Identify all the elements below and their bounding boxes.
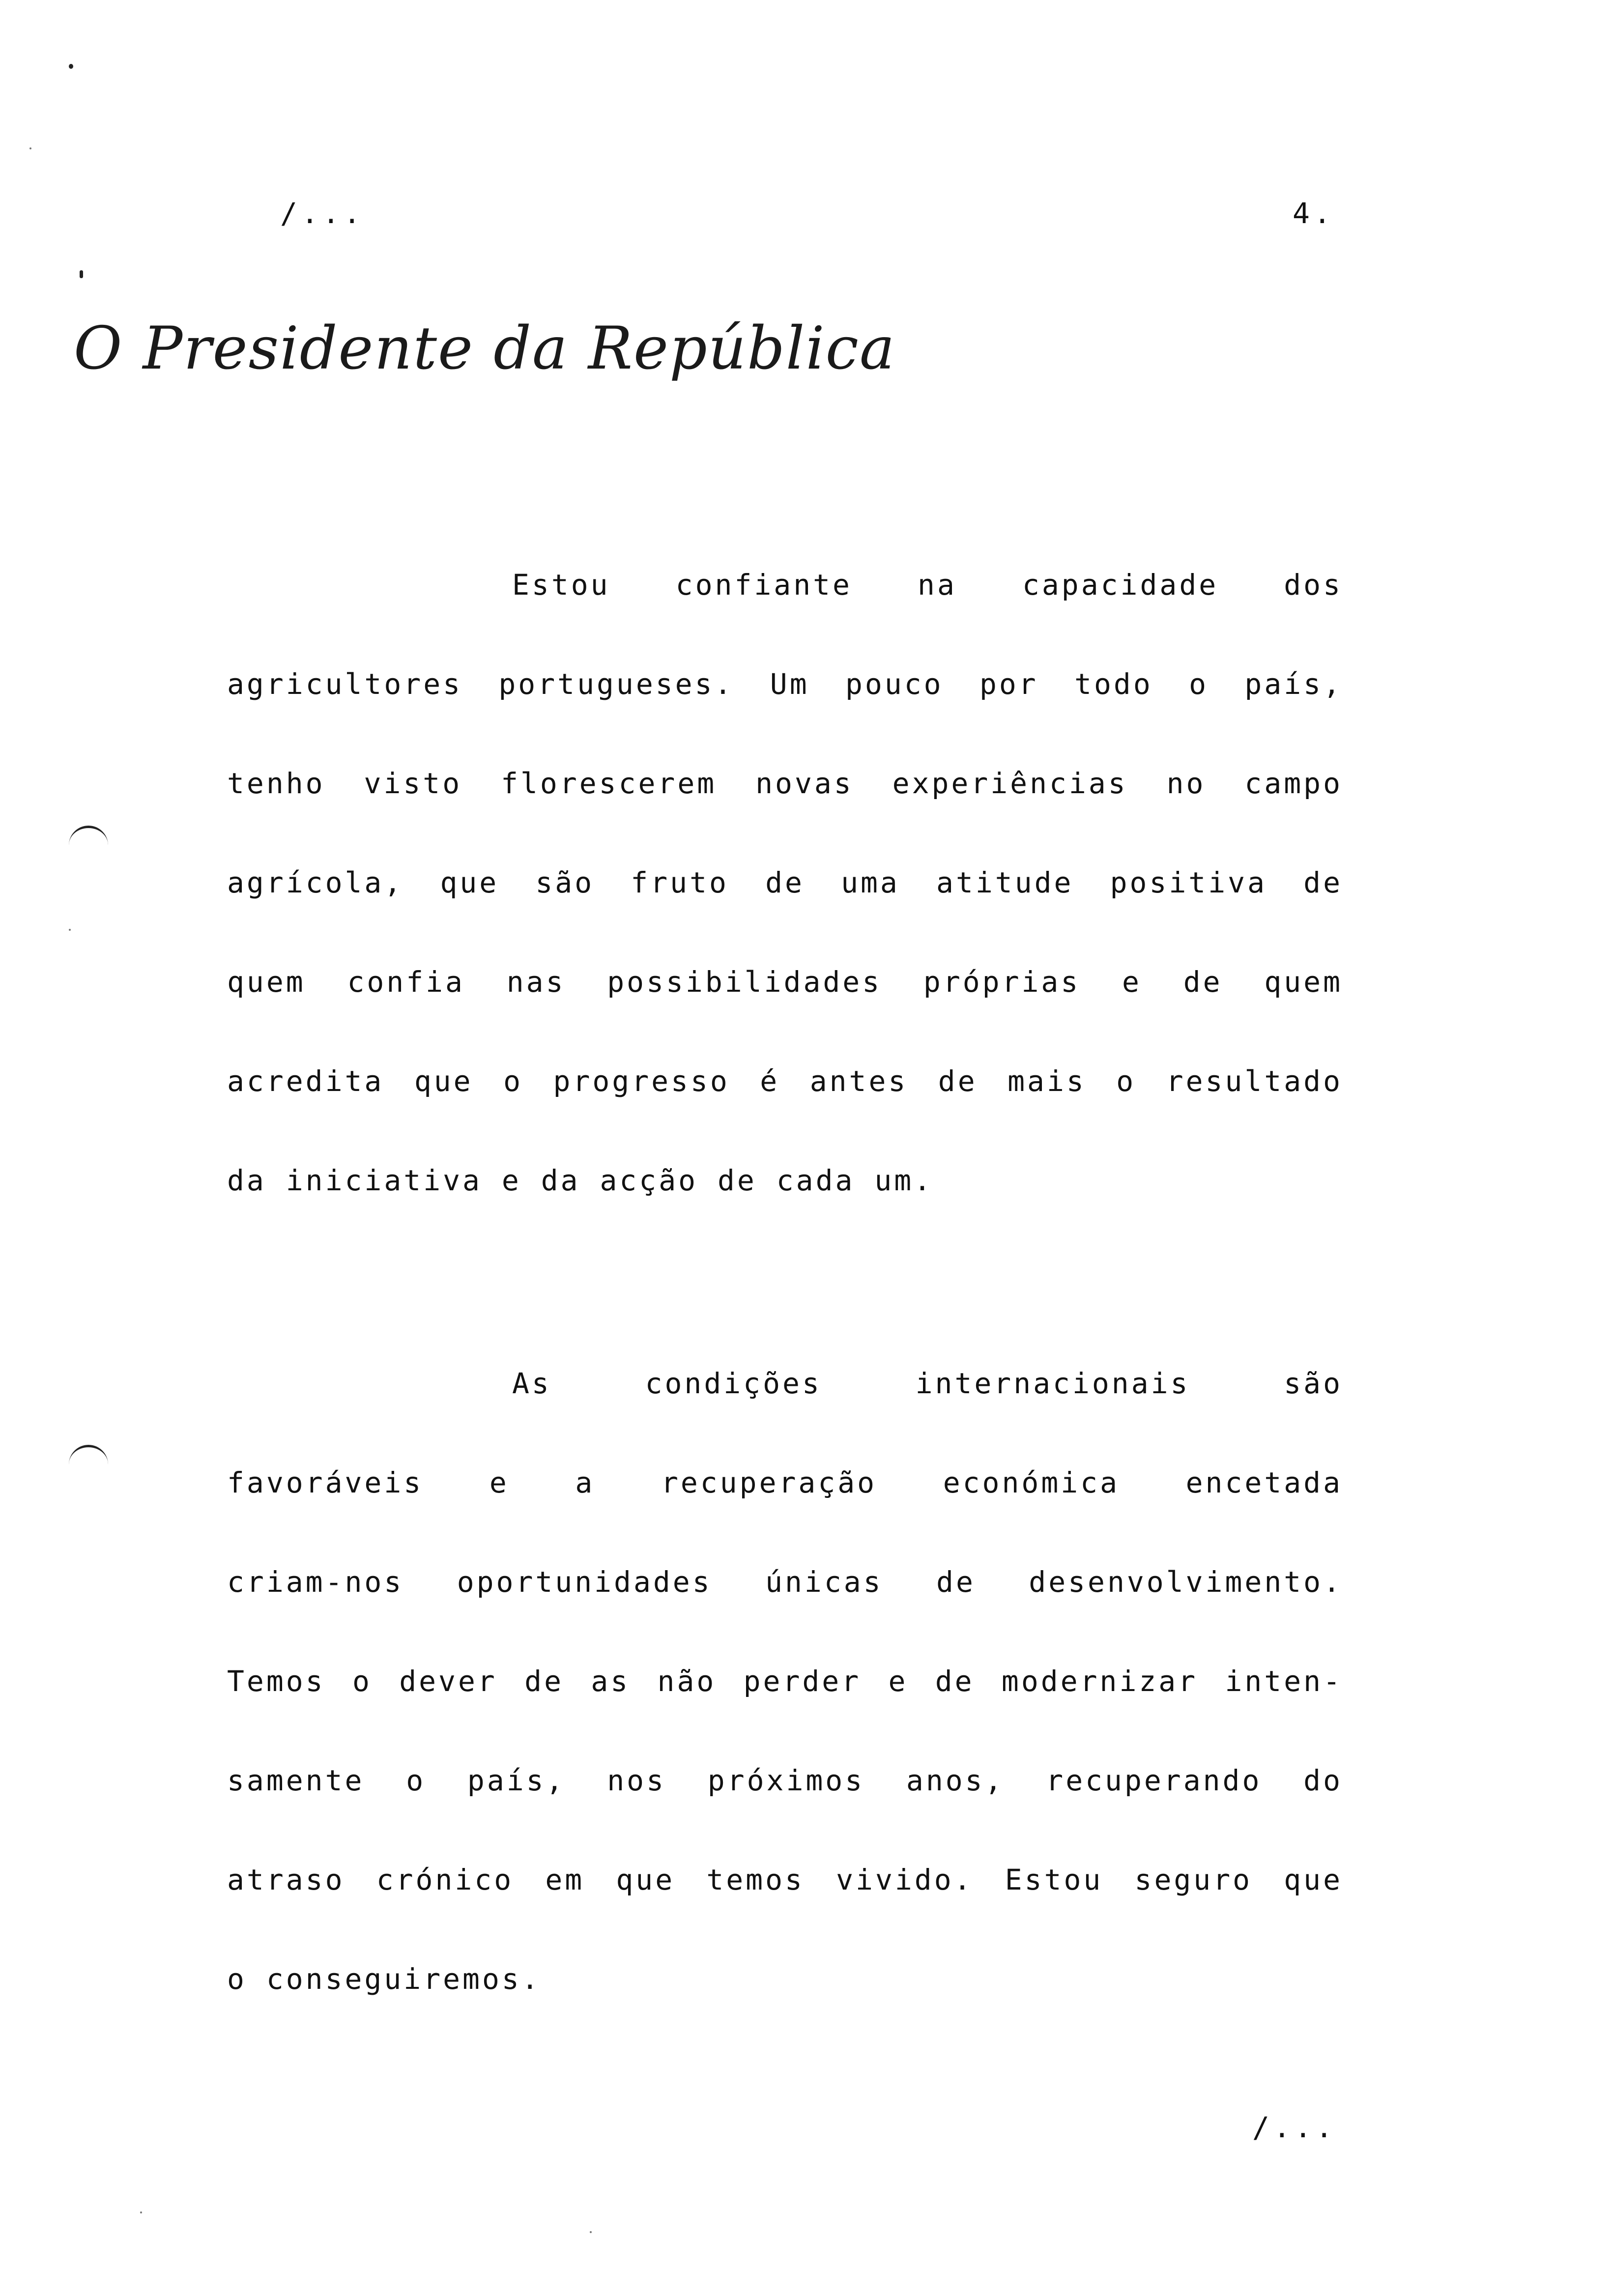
paragraph-line: samente o país, nos próximos anos, recuperando do [227, 1764, 1343, 1797]
scan-speck [69, 929, 71, 931]
scan-speck [140, 2211, 142, 2213]
letterhead-title: O Presidente da República [74, 315, 896, 383]
paragraph-line: Temos o dever de as não perder e de modernizar inten- [227, 1665, 1343, 1698]
paragraph-line: favoráveis e a recuperação económica encetada [227, 1466, 1343, 1499]
paragraph-line: criam-nos oportunidades únicas de desenvolvimento. [227, 1565, 1343, 1599]
punch-hole-mark [69, 826, 108, 848]
paragraph-line: tenho visto florescerem novas experiências no campo [227, 767, 1343, 800]
paragraph-line: Estou confiante na capacidade dos [512, 568, 1343, 602]
paragraph-line: agricultores portugueses. Um pouco por todo o país, [227, 667, 1343, 701]
scan-speck [69, 64, 73, 69]
paragraph-line: As condições internacionais são [512, 1367, 1343, 1400]
paragraph-line: acredita que o progresso é antes de mais o resultado [227, 1064, 1343, 1098]
paragraph-1 [227, 565, 1343, 1260]
paragraph-line: da iniciativa e da acção de cada um. [227, 1164, 934, 1197]
paragraph-line: o conseguiremos. [227, 1962, 541, 1996]
paragraph-line: agrícola, que são fruto de uma atitude positiva de [227, 866, 1343, 899]
scan-speck [80, 270, 83, 278]
paragraph-line: atraso crónico em que temos vivido. Estou seguro que [227, 1863, 1343, 1896]
footer-continuation-mark: /... [1252, 2111, 1337, 2144]
scan-speck [590, 2231, 592, 2233]
punch-hole-mark [69, 1445, 108, 1467]
scan-speck [29, 147, 31, 149]
paragraph-line: quem confia nas possibilidades próprias e de quem [227, 965, 1343, 999]
header-continuation-mark: /... [280, 197, 365, 230]
page-number: 4. [1293, 197, 1335, 230]
paragraph-2 [227, 1364, 1343, 2059]
